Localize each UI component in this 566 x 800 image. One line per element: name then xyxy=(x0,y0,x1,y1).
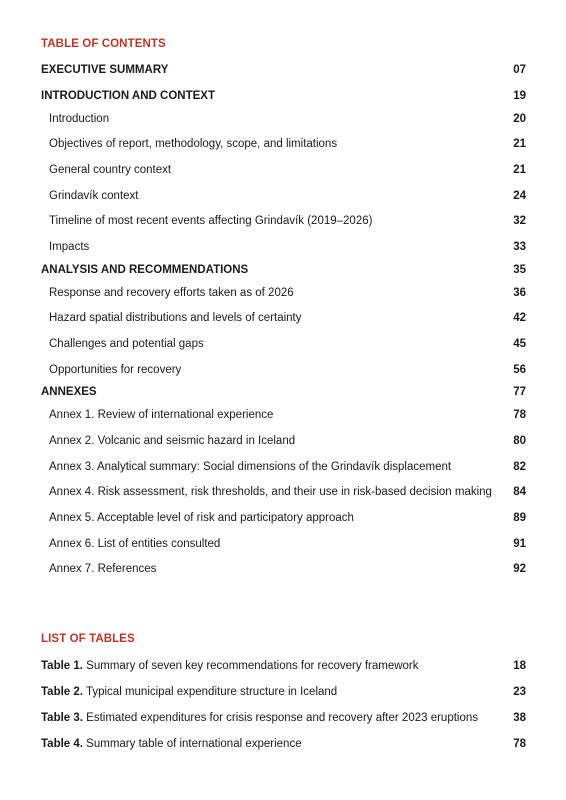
table-entry-title: Summary of seven key recommendations for recovery framework xyxy=(86,660,419,672)
toc-entry-page: 21 xyxy=(513,164,526,176)
table-entry[interactable] xyxy=(41,658,526,674)
toc-entry-title: Hazard spatial distributions and levels of certainty xyxy=(49,312,302,324)
toc-entry-title: Timeline of most recent events affecting Grindavík (2019–2026) xyxy=(49,215,373,227)
toc-entry[interactable] xyxy=(41,407,526,423)
toc-entry-title: Annex 2. Volcanic and seismic hazard in Iceland xyxy=(49,435,296,447)
toc-entry[interactable] xyxy=(41,484,526,500)
toc-entry-page: 80 xyxy=(513,435,526,447)
toc-entry-title: INTRODUCTION AND CONTEXT xyxy=(41,90,215,102)
table-entry-text xyxy=(41,736,302,752)
tables-heading: LIST OF TABLES xyxy=(41,633,135,645)
toc-entry-page: 20 xyxy=(513,113,526,125)
table-entry[interactable] xyxy=(41,684,526,700)
table-entry-text xyxy=(41,684,337,700)
toc-entry-page: 89 xyxy=(513,512,526,524)
table-entry-page: 18 xyxy=(513,660,526,672)
toc-entry-title: Annex 5. Acceptable level of risk and participatory approach xyxy=(49,512,354,524)
toc-entry-page: 91 xyxy=(513,538,526,550)
toc-entry-page: 77 xyxy=(513,386,526,398)
toc-entry-title: Challenges and potential gaps xyxy=(49,338,204,350)
table-entry-page: 78 xyxy=(513,738,526,750)
toc-entry-title: ANNEXES xyxy=(41,386,97,398)
toc-entry-title: Grindavík context xyxy=(49,190,139,202)
document-page xyxy=(41,0,526,800)
table-entry-label: Table 2. xyxy=(41,686,83,698)
toc-entry-title: Annex 4. Risk assessment, risk thresholds, and their use in risk-based decision making xyxy=(49,486,492,498)
toc-entry[interactable] xyxy=(41,111,526,127)
toc-entry-page: 45 xyxy=(513,338,526,350)
toc-entry[interactable] xyxy=(41,362,526,378)
toc-entry[interactable] xyxy=(41,310,526,326)
toc-entry-page: 33 xyxy=(513,241,526,253)
toc-entry-page: 07 xyxy=(513,64,526,76)
toc-entry-title: Response and recovery efforts taken as of 2026 xyxy=(49,287,294,299)
toc-entry-title: Annex 3. Analytical summary: Social dimensions of the Grindavík displacement xyxy=(49,461,452,473)
toc-entry[interactable] xyxy=(41,561,526,577)
toc-entry[interactable] xyxy=(41,239,526,255)
toc-entry-title: ANALYSIS AND RECOMMENDATIONS xyxy=(41,264,249,276)
toc-entry-title: Objectives of report, methodology, scope, and limitations xyxy=(49,138,338,150)
table-entry-title: Summary table of international experience xyxy=(86,738,302,750)
table-entry[interactable] xyxy=(41,710,526,726)
toc-entry-page: 21 xyxy=(513,138,526,150)
toc-entry[interactable] xyxy=(41,336,526,352)
toc-entry[interactable] xyxy=(41,384,526,400)
toc-entry-page: 42 xyxy=(513,312,526,324)
toc-entry[interactable] xyxy=(41,459,526,475)
toc-entry-page: 82 xyxy=(513,461,526,473)
toc-entry[interactable] xyxy=(41,62,526,78)
table-entry-label: Table 1. xyxy=(41,660,83,672)
toc-entry-page: 56 xyxy=(513,364,526,376)
toc-entry[interactable] xyxy=(41,213,526,229)
table-entry-label: Table 3. xyxy=(41,712,83,724)
toc-entry-page: 84 xyxy=(513,486,526,498)
toc-entry[interactable] xyxy=(41,262,526,278)
toc-entry-title: Annex 7. References xyxy=(49,563,157,575)
toc-entry[interactable] xyxy=(41,285,526,301)
toc-entry-page: 78 xyxy=(513,409,526,421)
toc-entry[interactable] xyxy=(41,536,526,552)
toc-entry-page: 36 xyxy=(513,287,526,299)
toc-heading: TABLE OF CONTENTS xyxy=(41,38,166,50)
toc-entry-page: 35 xyxy=(513,264,526,276)
toc-entry-title: EXECUTIVE SUMMARY xyxy=(41,64,169,76)
toc-entry[interactable] xyxy=(41,188,526,204)
toc-entry[interactable] xyxy=(41,433,526,449)
toc-entry-title: Annex 6. List of entities consulted xyxy=(49,538,221,550)
toc-entry-title: Introduction xyxy=(49,113,110,125)
toc-entry-title: General country context xyxy=(49,164,172,176)
toc-entry-page: 32 xyxy=(513,215,526,227)
toc-entry-title: Annex 1. Review of international experience xyxy=(49,409,274,421)
table-entry-page: 38 xyxy=(513,712,526,724)
toc-entry[interactable] xyxy=(41,88,526,104)
table-entry-title: Estimated expenditures for crisis response and recovery after 2023 eruptions xyxy=(86,712,479,724)
toc-entry-title: Opportunities for recovery xyxy=(49,364,182,376)
toc-entry-page: 92 xyxy=(513,563,526,575)
toc-entry-title: Impacts xyxy=(49,241,90,253)
toc-entry-page: 24 xyxy=(513,190,526,202)
table-entry-title: Typical municipal expenditure structure in Iceland xyxy=(85,686,338,698)
toc-entry[interactable] xyxy=(41,136,526,152)
table-entry-label: Table 4. xyxy=(41,738,83,750)
toc-entry[interactable] xyxy=(41,162,526,178)
table-entry-text xyxy=(41,710,478,726)
table-entry[interactable] xyxy=(41,736,526,752)
toc-entry-page: 19 xyxy=(513,90,526,102)
table-entry-page: 23 xyxy=(513,686,526,698)
table-entry-text xyxy=(41,658,419,674)
toc-entry[interactable] xyxy=(41,510,526,526)
